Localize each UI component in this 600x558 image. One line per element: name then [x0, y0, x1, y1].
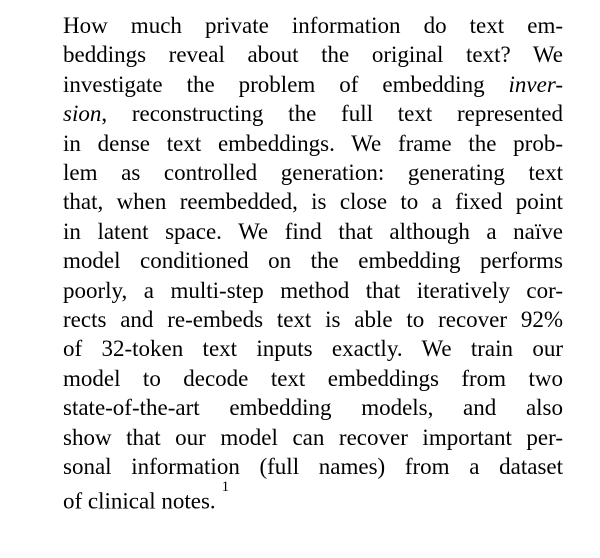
- abstract-line: beddings reveal about the original text? We: [63, 42, 563, 68]
- abstract-line: How much private information do text em-: [63, 13, 563, 38]
- abstract-line: [63, 99, 563, 128]
- abstract-line: in dense text embeddings. We frame the prob-: [63, 130, 563, 156]
- abstract-line-last: [63, 478, 563, 516]
- abstract-line: rects and re-embeds text is able to recover 92%: [63, 307, 563, 333]
- abstract-line: state-of-the-art embedding models, and also: [63, 395, 563, 421]
- abstract-text-segment: of clinical notes.: [63, 488, 216, 514]
- abstract-line: model to decode text embeddings from two: [63, 365, 563, 391]
- abstract-line: [63, 70, 563, 99]
- abstract-text-segment: investigate the problem of embedding: [63, 71, 509, 97]
- abstract-line: lem as controlled generation: generating text: [63, 160, 563, 186]
- abstract-text-segment: , reconstructing the full text represented: [101, 101, 563, 127]
- abstract-line: that, when reembedded, is close to a fixed point: [63, 189, 563, 215]
- abstract-paragraph: [63, 11, 563, 516]
- italic-term: inver-: [508, 71, 563, 97]
- footnote-marker[interactable]: 1: [221, 478, 230, 495]
- italic-term: sion: [63, 101, 102, 127]
- abstract-line: poorly, a multi-step method that iteratively cor-: [63, 277, 563, 303]
- abstract-line: show that our model can recover important per-: [63, 424, 563, 450]
- abstract-line: sonal information (full names) from a dataset: [63, 454, 563, 480]
- abstract-line: model conditioned on the embedding performs: [63, 248, 563, 274]
- abstract-line: of 32-token text inputs exactly. We train our: [63, 336, 563, 362]
- abstract-line: in latent space. We find that although a naïve: [63, 218, 563, 244]
